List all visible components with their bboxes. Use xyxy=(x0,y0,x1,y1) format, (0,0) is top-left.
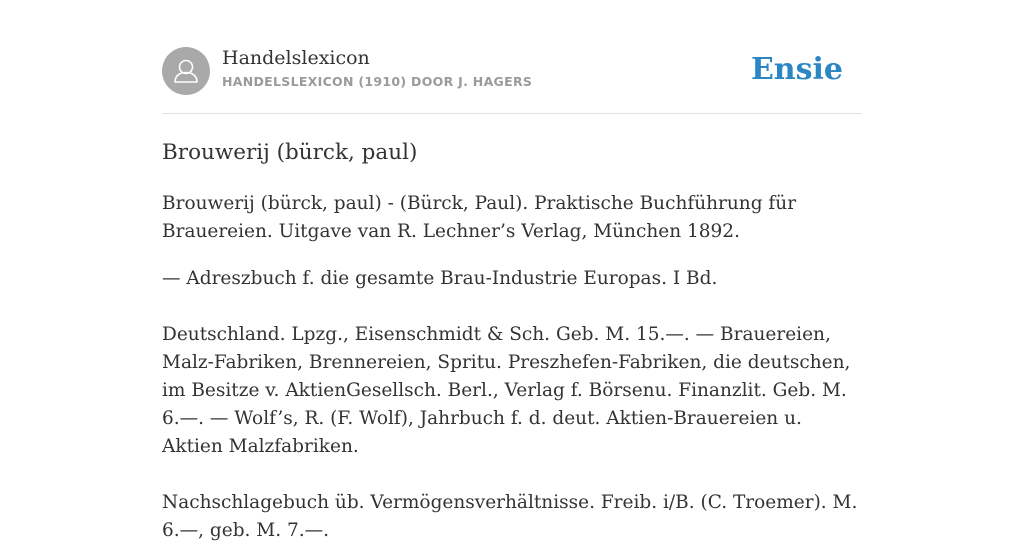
brand-logo[interactable]: Ensie xyxy=(750,52,843,87)
source-title-link[interactable]: Handelslexicon xyxy=(222,47,370,69)
entry-paragraph: — Adreszbuch f. die gesamte Brau-Industrie Europas. I Bd. xyxy=(162,268,718,289)
entry-paragraph: Brouwerij (bürck, paul) - (Bürck, Paul). Praktische Buchführung für Brauereien. Uitgave van R. Lechner’s Verlag, München 1892. xyxy=(162,193,797,242)
user-placeholder-icon[interactable] xyxy=(162,47,210,95)
entry-paragraph: Nachschlagebuch üb. Vermögensverhältnisse. Freib. i/B. (C. Troemer). M. 6.—, geb. M. 7.—. xyxy=(162,492,858,541)
header-divider xyxy=(162,113,862,114)
source-subtitle: HANDELSLEXICON (1910) DOOR J. HAGERS xyxy=(222,74,533,89)
entry-content xyxy=(162,138,862,545)
page-title: Brouwerij (bürck, paul) xyxy=(162,140,418,165)
source-header xyxy=(162,46,862,96)
entry-paragraph: Deutschland. Lpzg., Eisenschmidt & Sch. Geb. M. 15.—. — Brauereien, Malz-Fabriken, Brennereien, Spritu. Preszhefen-Fabriken, die deutschen, im Besitze v. AktienGesellsch. Berl., Verlag f. Börsenu. Finanzlit. Geb. M. 6.—. — Wolf’s, R. (F. Wolf), Jahrbuch f. d. deut. Aktien-Brauereien u. Aktien Malzfabriken. xyxy=(162,324,851,457)
